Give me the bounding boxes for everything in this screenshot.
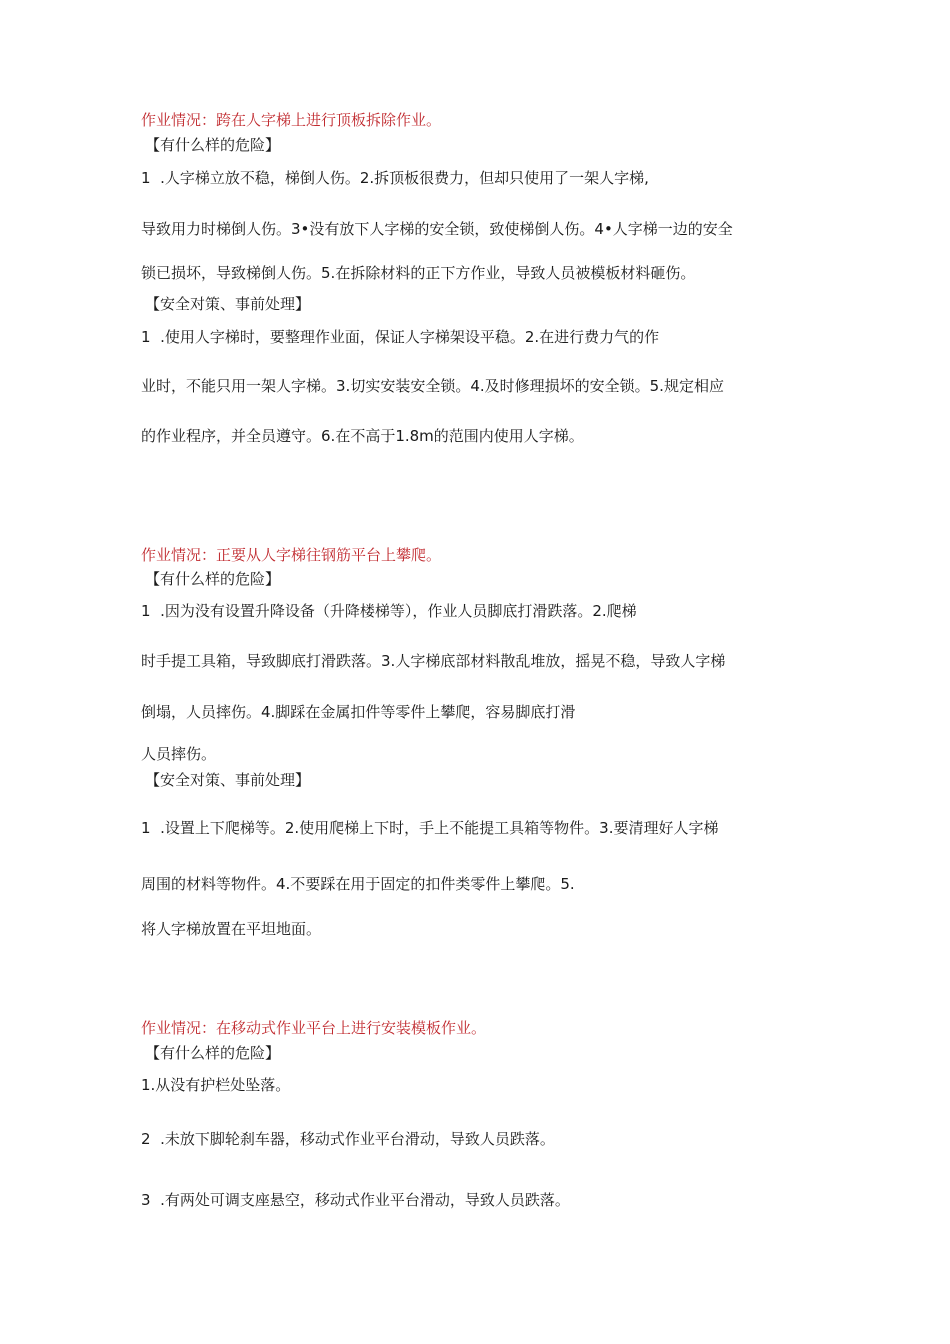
situation-heading: 作业情况：跨在人字梯上进行顶板拆除作业。 — [141, 111, 442, 129]
measure-line: 的作业程序，并全员遵守。6.在不高于1.8m的范围内使用人字梯。 — [141, 427, 584, 445]
measure-line: 将人字梯放置在平坦地面。 — [141, 920, 322, 938]
measures-heading: 【安全对策、事前处理】 — [145, 295, 311, 313]
measure-line: 1 .使用人字梯时，要整理作业面，保证人字梯架设平稳。2.在进行费力气的作 — [141, 328, 660, 346]
danger-line: 1.从没有护栏处坠落。 — [141, 1076, 291, 1094]
danger-line: 1 .因为没有设置升降设备（升降楼梯等），作业人员脚底打滑跌落。2.爬梯 — [141, 602, 637, 620]
measures-heading: 【安全对策、事前处理】 — [145, 771, 311, 789]
danger-heading: 【有什么样的危险】 — [145, 136, 281, 154]
danger-line: 导致用力时梯倒人伤。3•没有放下人字梯的安全锁，致使梯倒人伤。4•人字梯一边的安全 — [141, 220, 733, 238]
danger-line: 2 .未放下脚轮刹车器，移动式作业平台滑动，导致人员跌落。 — [141, 1130, 555, 1148]
danger-line: 3 .有两处可调支座悬空，移动式作业平台滑动，导致人员跌落。 — [141, 1191, 570, 1209]
situation-heading: 作业情况：正要从人字梯往钢筋平台上攀爬。 — [141, 546, 442, 564]
danger-line: 人员摔伤。 — [141, 745, 217, 763]
measure-line: 业时，不能只用一架人字梯。3.切实安装安全锁。4.及时修理损坏的安全锁。5.规定相应 — [141, 377, 724, 395]
measure-line: 周围的材料等物件。4.不要踩在用于固定的扣件类零件上攀爬。5. — [141, 875, 575, 893]
danger-line: 倒塌，人员摔伤。4.脚踩在金属扣件等零件上攀爬，容易脚底打滑 — [141, 703, 576, 721]
situation-heading: 作业情况：在移动式作业平台上进行安装模板作业。 — [141, 1019, 487, 1037]
danger-line: 时手提工具箱，导致脚底打滑跌落。3.人字梯底部材料散乱堆放，摇晃不稳，导致人字梯 — [141, 652, 726, 670]
danger-heading: 【有什么样的危险】 — [145, 570, 281, 588]
danger-line: 1 .人字梯立放不稳，梯倒人伤。2.拆顶板很费力，但却只使用了一架人字梯, — [141, 169, 649, 187]
danger-heading: 【有什么样的危险】 — [145, 1044, 281, 1062]
danger-line: 锁已损坏，导致梯倒人伤。5.在拆除材料的正下方作业，导致人员被模板材料砸伤。 — [141, 264, 696, 282]
measure-line: 1 .设置上下爬梯等。2.使用爬梯上下时，手上不能提工具箱等物件。3.要清理好人字梯 — [141, 819, 719, 837]
